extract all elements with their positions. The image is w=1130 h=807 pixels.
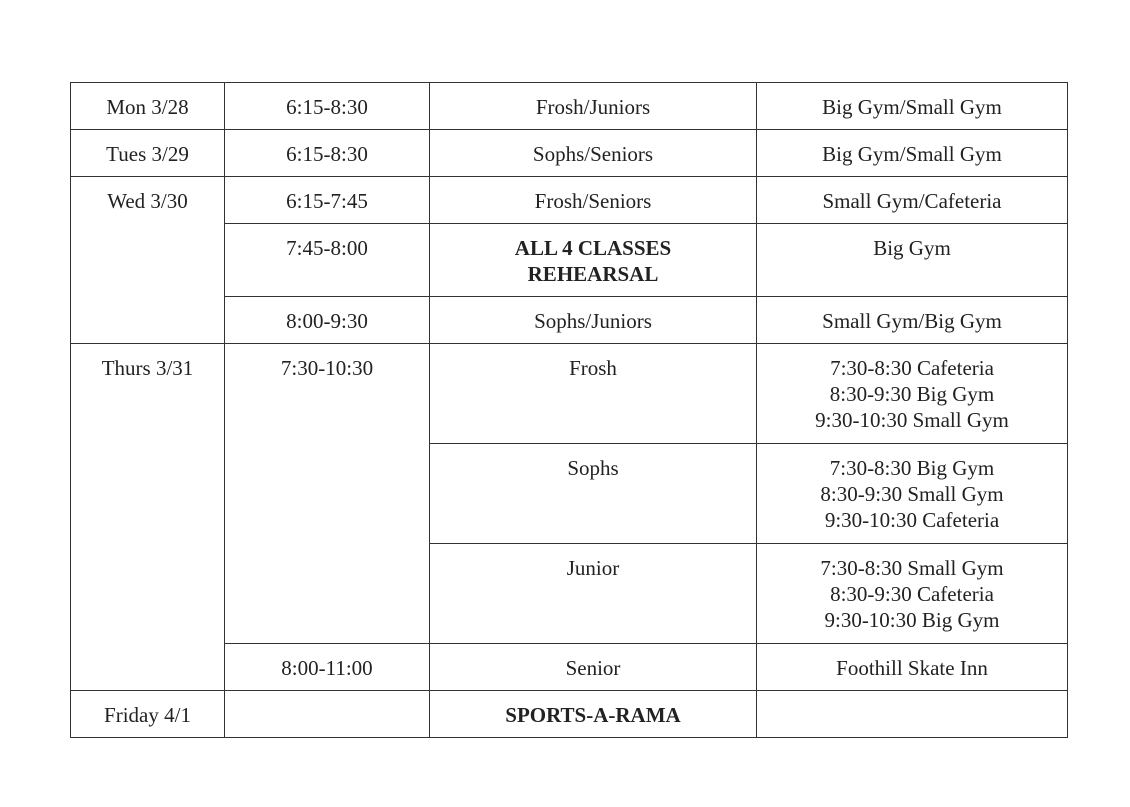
- location-line: 7:30-8:30 Cafeteria: [830, 356, 994, 380]
- day-cell: Wed 3/30: [71, 177, 225, 344]
- location-cell: [757, 444, 1068, 544]
- location-cell: [757, 544, 1068, 644]
- location-line: 8:30-9:30 Small Gym: [820, 482, 1004, 506]
- classes-cell: Frosh: [430, 344, 757, 444]
- classes-cell: Sophs: [430, 444, 757, 544]
- location-cell: Small Gym/Cafeteria: [757, 177, 1068, 224]
- time-cell: 6:15-7:45: [225, 177, 430, 224]
- classes-cell: [430, 224, 757, 297]
- location-cell: [757, 691, 1068, 738]
- location-cell: Foothill Skate Inn: [757, 644, 1068, 691]
- day-cell: Thurs 3/31: [71, 344, 225, 691]
- classes-cell: Sophs/Juniors: [430, 297, 757, 344]
- time-cell: 7:30-10:30: [225, 344, 430, 644]
- location-cell: Big Gym: [757, 224, 1068, 297]
- location-line: 8:30-9:30 Big Gym: [829, 382, 995, 406]
- day-cell: Tues 3/29: [71, 130, 225, 177]
- table-row: [71, 130, 1068, 177]
- table-row: [71, 691, 1068, 738]
- location-line: 7:30-8:30 Small Gym: [820, 556, 1004, 580]
- time-cell: 8:00-11:00: [225, 644, 430, 691]
- classes-cell: Frosh/Seniors: [430, 177, 757, 224]
- classes-line: ALL 4 CLASSES: [514, 236, 672, 260]
- table-row: [71, 177, 1068, 224]
- time-cell: 8:00-9:30: [225, 297, 430, 344]
- location-line: 7:30-8:30 Big Gym: [829, 456, 995, 480]
- day-cell: Mon 3/28: [71, 83, 225, 130]
- time-cell: 6:15-8:30: [225, 83, 430, 130]
- classes-cell: Senior: [430, 644, 757, 691]
- location-cell: Big Gym/Small Gym: [757, 83, 1068, 130]
- location-cell: Big Gym/Small Gym: [757, 130, 1068, 177]
- time-cell: 6:15-8:30: [225, 130, 430, 177]
- classes-cell: Sophs/Seniors: [430, 130, 757, 177]
- schedule-table: [70, 82, 1068, 738]
- classes-cell: Frosh/Juniors: [430, 83, 757, 130]
- location-line: 9:30-10:30 Cafeteria: [824, 508, 1000, 532]
- location-cell: [757, 344, 1068, 444]
- location-line: 8:30-9:30 Cafeteria: [830, 582, 994, 606]
- time-cell: 7:45-8:00: [225, 224, 430, 297]
- classes-cell: SPORTS-A-RAMA: [430, 691, 757, 738]
- day-cell: Friday 4/1: [71, 691, 225, 738]
- location-line: 9:30-10:30 Big Gym: [824, 608, 1000, 632]
- table-row: [71, 83, 1068, 130]
- classes-cell: Junior: [430, 544, 757, 644]
- table-row: [71, 344, 1068, 444]
- classes-line: REHEARSAL: [527, 262, 659, 286]
- time-cell: [225, 691, 430, 738]
- location-cell: Small Gym/Big Gym: [757, 297, 1068, 344]
- location-line: 9:30-10:30 Small Gym: [815, 408, 1009, 432]
